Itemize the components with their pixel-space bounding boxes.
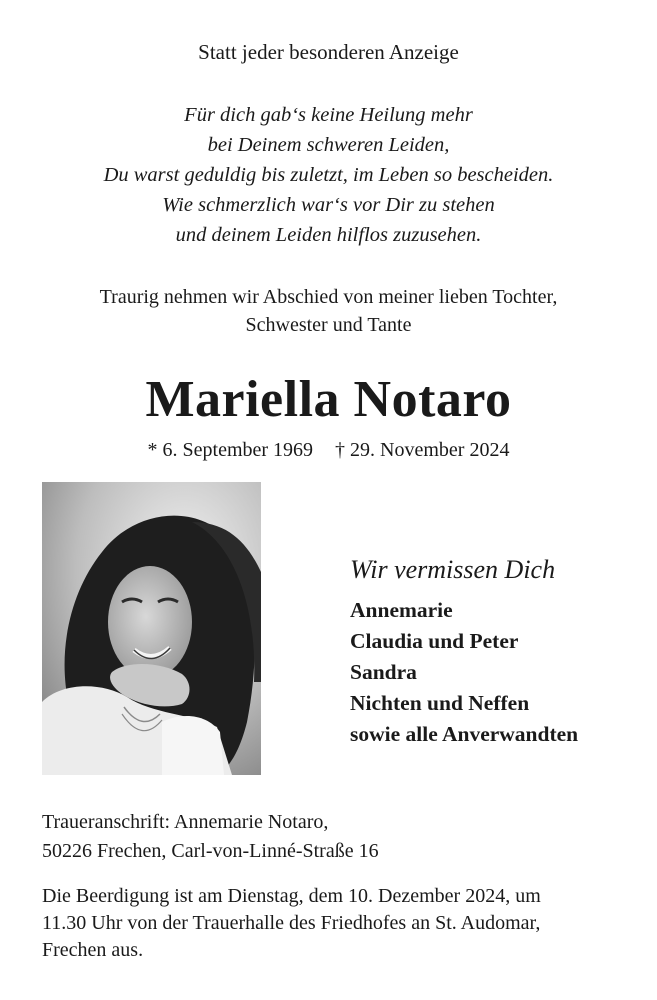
deceased-name: Mariella Notaro xyxy=(145,371,512,428)
mourner-name: Annemarie xyxy=(350,598,453,622)
poem-line: bei Deinem schweren Leiden, xyxy=(207,134,450,156)
memorial-poem xyxy=(0,100,657,250)
death-date: † 29. November 2024 xyxy=(335,439,510,461)
mourning-address xyxy=(42,808,379,866)
mourner-name: sowie alle Anverwandten xyxy=(350,722,579,746)
farewell-intro xyxy=(0,283,657,339)
birth-date: * 6. September 1969 xyxy=(147,439,314,461)
poem-line: Für dich gab‘s keine Heilung mehr xyxy=(184,104,473,126)
mourner-name: Nichten und Neffen xyxy=(350,691,530,715)
funeral-line: Die Beerdigung ist am Dienstag, dem 10. Dezember 2024, um xyxy=(42,885,541,907)
mourners-heading: Wir vermissen Dich xyxy=(350,555,556,584)
funeral-line: 11.30 Uhr von der Trauerhalle des Friedhofes an St. Audomar, xyxy=(42,912,541,934)
portrait-image xyxy=(42,482,261,775)
poem-line: Wie schmerzlich war‘s vor Dir zu stehen xyxy=(162,194,495,216)
address-line: Traueranschrift: Annemarie Notaro, xyxy=(42,811,329,833)
mourner-name: Claudia und Peter xyxy=(350,629,519,653)
poem-line: und deinem Leiden hilflos zuzusehen. xyxy=(175,224,482,246)
portrait-photo xyxy=(42,482,261,775)
intro-line: Traurig nehmen wir Abschied von meiner lieben Tochter, xyxy=(99,286,558,308)
life-dates xyxy=(0,439,657,462)
mourners-block xyxy=(350,555,650,750)
notice-header: Statt jeder besonderen Anzeige xyxy=(198,40,459,64)
funeral-info xyxy=(42,883,632,964)
poem-line: Du warst geduldig bis zuletzt, im Leben so bescheiden. xyxy=(103,164,554,186)
intro-line: Schwester und Tante xyxy=(245,314,412,336)
address-line: 50226 Frechen, Carl-von-Linné-Straße 16 xyxy=(42,840,379,862)
mourner-name: Sandra xyxy=(350,660,417,684)
funeral-line: Frechen aus. xyxy=(42,939,144,961)
